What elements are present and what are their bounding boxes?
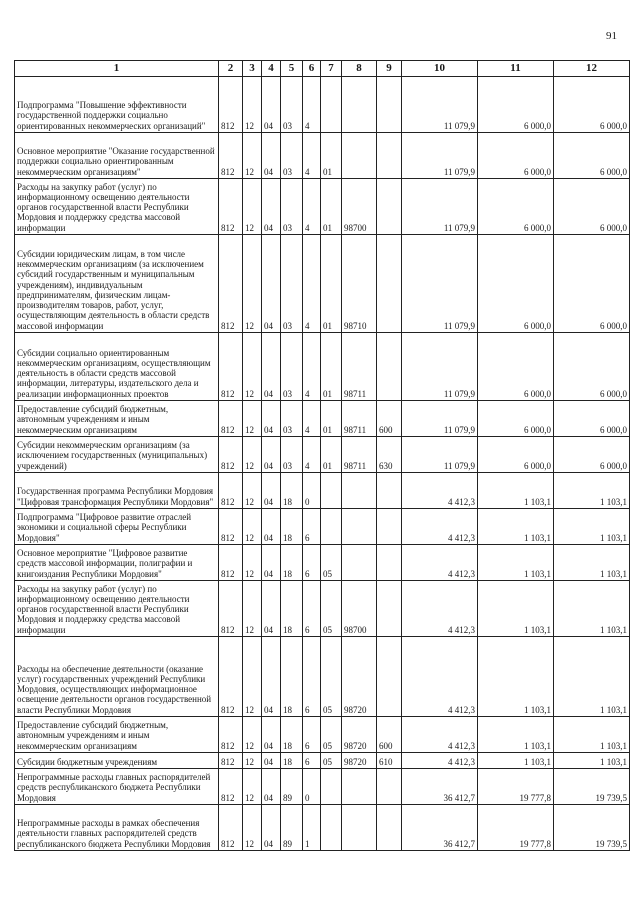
cell-expense-type: 630 <box>377 437 402 473</box>
column-header: 3 <box>243 61 262 77</box>
cell-direction: 98711 <box>342 437 377 473</box>
cell-subprogram: 6 <box>303 509 321 545</box>
column-header: 9 <box>377 61 402 77</box>
cell-program: 03 <box>281 179 303 235</box>
cell-amount-2023: 1 103,1 <box>554 473 630 509</box>
cell-program: 18 <box>281 637 303 717</box>
cell-amount-2021: 36 412,7 <box>402 769 478 805</box>
cell-amount-2022: 1 103,1 <box>478 637 554 717</box>
table-row <box>15 133 630 179</box>
cell-direction: 98700 <box>342 581 377 637</box>
cell-admin-code: 812 <box>219 805 243 851</box>
cell-amount-2022: 6 000,0 <box>478 77 554 133</box>
cell-event: 05 <box>321 637 342 717</box>
cell-amount-2021: 11 079,9 <box>402 333 478 401</box>
cell-direction <box>342 545 377 581</box>
cell-subsection: 04 <box>262 179 281 235</box>
cell-amount-2022: 6 000,0 <box>478 437 554 473</box>
cell-amount-2022: 1 103,1 <box>478 545 554 581</box>
cell-subprogram: 6 <box>303 717 321 753</box>
cell-event: 05 <box>321 581 342 637</box>
table-row <box>15 437 630 473</box>
cell-admin-code: 812 <box>219 437 243 473</box>
cell-program: 89 <box>281 805 303 851</box>
cell-event: 05 <box>321 545 342 581</box>
cell-expense-type <box>377 179 402 235</box>
cell-expense-type <box>377 805 402 851</box>
cell-amount-2023: 1 103,1 <box>554 717 630 753</box>
cell-description: Расходы на закупку работ (услуг) по информационному освещению деятельности органов государственной власти Республики Мордовия и поддержку средства массовой информации <box>15 581 219 637</box>
cell-event <box>321 769 342 805</box>
cell-amount-2022: 1 103,1 <box>478 473 554 509</box>
cell-event <box>321 805 342 851</box>
cell-description: Предоставление субсидий бюджетным, автономным учреждениям и иным некоммерческим организациям <box>15 717 219 753</box>
cell-subprogram: 4 <box>303 179 321 235</box>
cell-amount-2021: 4 412,3 <box>402 753 478 769</box>
cell-amount-2021: 36 412,7 <box>402 805 478 851</box>
table-row <box>15 545 630 581</box>
cell-admin-code: 812 <box>219 637 243 717</box>
cell-subprogram: 6 <box>303 637 321 717</box>
cell-section: 12 <box>243 401 262 437</box>
cell-admin-code: 812 <box>219 509 243 545</box>
cell-expense-type: 610 <box>377 753 402 769</box>
cell-description: Подпрограмма "Цифровое развитие отраслей экономики и социальной сферы Республики Мордовия" <box>15 509 219 545</box>
column-header: 8 <box>342 61 377 77</box>
cell-section: 12 <box>243 235 262 333</box>
cell-section: 12 <box>243 581 262 637</box>
cell-subprogram: 4 <box>303 333 321 401</box>
cell-admin-code: 812 <box>219 581 243 637</box>
cell-event: 01 <box>321 333 342 401</box>
cell-event: 01 <box>321 179 342 235</box>
cell-admin-code: 812 <box>219 473 243 509</box>
cell-program: 89 <box>281 769 303 805</box>
cell-amount-2022: 1 103,1 <box>478 509 554 545</box>
cell-program: 18 <box>281 753 303 769</box>
table-row <box>15 401 630 437</box>
cell-section: 12 <box>243 133 262 179</box>
cell-subsection: 04 <box>262 473 281 509</box>
cell-direction <box>342 473 377 509</box>
column-header: 12 <box>554 61 630 77</box>
cell-section: 12 <box>243 769 262 805</box>
cell-direction: 98710 <box>342 235 377 333</box>
column-header: 11 <box>478 61 554 77</box>
cell-amount-2022: 6 000,0 <box>478 133 554 179</box>
cell-subsection: 04 <box>262 509 281 545</box>
cell-amount-2023: 6 000,0 <box>554 133 630 179</box>
column-header: 1 <box>15 61 219 77</box>
column-header: 2 <box>219 61 243 77</box>
cell-section: 12 <box>243 509 262 545</box>
cell-subprogram: 1 <box>303 805 321 851</box>
table-row <box>15 235 630 333</box>
cell-description: Основное мероприятие "Оказание государственной поддержки социально ориентированным некоммерческим организациям" <box>15 133 219 179</box>
cell-amount-2021: 11 079,9 <box>402 437 478 473</box>
cell-admin-code: 812 <box>219 333 243 401</box>
cell-amount-2021: 4 412,3 <box>402 473 478 509</box>
cell-section: 12 <box>243 77 262 133</box>
cell-amount-2023: 19 739,5 <box>554 805 630 851</box>
cell-event <box>321 473 342 509</box>
column-header: 7 <box>321 61 342 77</box>
cell-program: 03 <box>281 235 303 333</box>
cell-subprogram: 4 <box>303 77 321 133</box>
cell-description: Субсидии некоммерческим организациям (за исключением государственных (муниципальных) учреждений) <box>15 437 219 473</box>
cell-program: 03 <box>281 77 303 133</box>
cell-program: 18 <box>281 581 303 637</box>
cell-subprogram: 4 <box>303 133 321 179</box>
cell-direction: 98711 <box>342 333 377 401</box>
cell-program: 18 <box>281 509 303 545</box>
cell-expense-type <box>377 637 402 717</box>
cell-direction <box>342 133 377 179</box>
cell-amount-2023: 1 103,1 <box>554 545 630 581</box>
cell-subprogram: 0 <box>303 473 321 509</box>
table-row <box>15 581 630 637</box>
cell-expense-type <box>377 235 402 333</box>
cell-section: 12 <box>243 179 262 235</box>
cell-amount-2021: 4 412,3 <box>402 581 478 637</box>
cell-description: Государственная программа Республики Мордовия "Цифровая трансформация Республики Мордовия" <box>15 473 219 509</box>
cell-amount-2022: 19 777,8 <box>478 805 554 851</box>
cell-event: 05 <box>321 753 342 769</box>
cell-description: Субсидии социально ориентированным некоммерческим организациям, осуществляющим деятельность в области средств массовой информации, литературы, издательского дела и реализации информационных проектов <box>15 333 219 401</box>
cell-program: 03 <box>281 437 303 473</box>
cell-direction: 98720 <box>342 717 377 753</box>
cell-program: 03 <box>281 333 303 401</box>
cell-amount-2022: 1 103,1 <box>478 717 554 753</box>
cell-direction <box>342 805 377 851</box>
cell-program: 03 <box>281 401 303 437</box>
cell-subsection: 04 <box>262 235 281 333</box>
column-header: 6 <box>303 61 321 77</box>
cell-program: 18 <box>281 545 303 581</box>
cell-amount-2022: 6 000,0 <box>478 333 554 401</box>
cell-subsection: 04 <box>262 753 281 769</box>
cell-direction: 98720 <box>342 753 377 769</box>
cell-admin-code: 812 <box>219 769 243 805</box>
cell-program: 18 <box>281 717 303 753</box>
table-row <box>15 333 630 401</box>
cell-amount-2023: 1 103,1 <box>554 637 630 717</box>
cell-admin-code: 812 <box>219 133 243 179</box>
cell-description: Субсидии юридическим лицам, в том числе некоммерческим организациям (за исключением субсидий государственным и муниципальным учреждениям), индивидуальным предпринимателям, физическим лицам- производителям товаров, работ, услуг, осуществляющим деятельность в области средств массовой информации <box>15 235 219 333</box>
cell-subsection: 04 <box>262 581 281 637</box>
cell-subsection: 04 <box>262 805 281 851</box>
column-header: 5 <box>281 61 303 77</box>
cell-description: Расходы на закупку работ (услуг) по информационному освещению деятельности органов государственной власти Республики Мордовия и поддержку средства массовой информации <box>15 179 219 235</box>
cell-amount-2021: 11 079,9 <box>402 235 478 333</box>
cell-event: 01 <box>321 437 342 473</box>
cell-subprogram: 6 <box>303 753 321 769</box>
cell-admin-code: 812 <box>219 77 243 133</box>
cell-subsection: 04 <box>262 77 281 133</box>
cell-direction: 98711 <box>342 401 377 437</box>
cell-expense-type <box>377 77 402 133</box>
cell-description: Непрограммные расходы в рамках обеспечения деятельности главных распорядителей средств республиканского бюджета Республики Мордовия <box>15 805 219 851</box>
cell-event: 01 <box>321 133 342 179</box>
cell-event: 01 <box>321 235 342 333</box>
column-header: 4 <box>262 61 281 77</box>
cell-direction <box>342 509 377 545</box>
cell-amount-2023: 6 000,0 <box>554 179 630 235</box>
cell-subsection: 04 <box>262 333 281 401</box>
cell-expense-type <box>377 333 402 401</box>
cell-amount-2021: 4 412,3 <box>402 509 478 545</box>
page-number: 91 <box>606 30 617 42</box>
table-row <box>15 473 630 509</box>
cell-amount-2021: 11 079,9 <box>402 77 478 133</box>
cell-event: 01 <box>321 401 342 437</box>
cell-amount-2021: 4 412,3 <box>402 545 478 581</box>
cell-amount-2023: 6 000,0 <box>554 401 630 437</box>
table-row <box>15 805 630 851</box>
cell-amount-2021: 11 079,9 <box>402 133 478 179</box>
cell-direction: 98700 <box>342 179 377 235</box>
cell-description: Непрограммные расходы главных распорядителей средств республиканского бюджета Республики Мордовия <box>15 769 219 805</box>
budget-table <box>14 60 630 851</box>
cell-admin-code: 812 <box>219 235 243 333</box>
cell-subprogram: 6 <box>303 545 321 581</box>
cell-subsection: 04 <box>262 545 281 581</box>
cell-description: Подпрограмма "Повышение эффективности государственной поддержки социально ориентированных некоммерческих организаций" <box>15 77 219 133</box>
cell-description: Основное мероприятие "Цифровое развитие средств массовой информации, полиграфии и книгоиздания Республики Мордовия" <box>15 545 219 581</box>
cell-amount-2023: 1 103,1 <box>554 581 630 637</box>
cell-admin-code: 812 <box>219 717 243 753</box>
cell-expense-type <box>377 581 402 637</box>
cell-expense-type <box>377 545 402 581</box>
cell-subprogram: 6 <box>303 581 321 637</box>
cell-amount-2022: 1 103,1 <box>478 581 554 637</box>
cell-amount-2021: 11 079,9 <box>402 179 478 235</box>
cell-amount-2022: 6 000,0 <box>478 179 554 235</box>
cell-amount-2022: 1 103,1 <box>478 753 554 769</box>
cell-event <box>321 77 342 133</box>
cell-expense-type: 600 <box>377 401 402 437</box>
cell-event <box>321 509 342 545</box>
cell-expense-type <box>377 769 402 805</box>
cell-amount-2022: 6 000,0 <box>478 235 554 333</box>
cell-subprogram: 4 <box>303 401 321 437</box>
table-row <box>15 77 630 133</box>
cell-section: 12 <box>243 437 262 473</box>
column-header: 10 <box>402 61 478 77</box>
cell-expense-type: 600 <box>377 717 402 753</box>
table-row <box>15 179 630 235</box>
cell-amount-2023: 19 739,5 <box>554 769 630 805</box>
cell-expense-type <box>377 509 402 545</box>
header-row <box>15 61 630 77</box>
cell-amount-2023: 6 000,0 <box>554 235 630 333</box>
cell-subsection: 04 <box>262 637 281 717</box>
cell-expense-type <box>377 133 402 179</box>
cell-section: 12 <box>243 753 262 769</box>
cell-admin-code: 812 <box>219 545 243 581</box>
table-row <box>15 769 630 805</box>
cell-amount-2022: 19 777,8 <box>478 769 554 805</box>
cell-direction <box>342 77 377 133</box>
cell-section: 12 <box>243 473 262 509</box>
cell-amount-2023: 6 000,0 <box>554 77 630 133</box>
cell-amount-2021: 4 412,3 <box>402 717 478 753</box>
cell-event: 05 <box>321 717 342 753</box>
cell-admin-code: 812 <box>219 179 243 235</box>
cell-amount-2021: 4 412,3 <box>402 637 478 717</box>
cell-admin-code: 812 <box>219 401 243 437</box>
cell-subprogram: 0 <box>303 769 321 805</box>
cell-program: 18 <box>281 473 303 509</box>
cell-amount-2022: 6 000,0 <box>478 401 554 437</box>
cell-subsection: 04 <box>262 717 281 753</box>
cell-description: Предоставление субсидий бюджетным, автономным учреждениям и иным некоммерческим организациям <box>15 401 219 437</box>
cell-subprogram: 4 <box>303 437 321 473</box>
cell-direction <box>342 769 377 805</box>
cell-section: 12 <box>243 717 262 753</box>
cell-section: 12 <box>243 545 262 581</box>
cell-section: 12 <box>243 805 262 851</box>
cell-section: 12 <box>243 333 262 401</box>
cell-amount-2023: 6 000,0 <box>554 333 630 401</box>
cell-description: Расходы на обеспечение деятельности (оказание услуг) государственных учреждений Республики Мордовия, осуществляющих информационное освещение деятельности органов государственной власти Республики Мордовия <box>15 637 219 717</box>
cell-subprogram: 4 <box>303 235 321 333</box>
cell-expense-type <box>377 473 402 509</box>
cell-admin-code: 812 <box>219 753 243 769</box>
cell-section: 12 <box>243 637 262 717</box>
cell-direction: 98720 <box>342 637 377 717</box>
cell-program: 03 <box>281 133 303 179</box>
table-row <box>15 753 630 769</box>
cell-subsection: 04 <box>262 401 281 437</box>
table-row <box>15 717 630 753</box>
cell-subsection: 04 <box>262 437 281 473</box>
table-row <box>15 509 630 545</box>
table-row <box>15 637 630 717</box>
cell-amount-2021: 11 079,9 <box>402 401 478 437</box>
cell-amount-2023: 1 103,1 <box>554 753 630 769</box>
cell-subsection: 04 <box>262 769 281 805</box>
cell-subsection: 04 <box>262 133 281 179</box>
cell-amount-2023: 1 103,1 <box>554 509 630 545</box>
cell-description: Субсидии бюджетным учреждениям <box>15 753 219 769</box>
cell-amount-2023: 6 000,0 <box>554 437 630 473</box>
